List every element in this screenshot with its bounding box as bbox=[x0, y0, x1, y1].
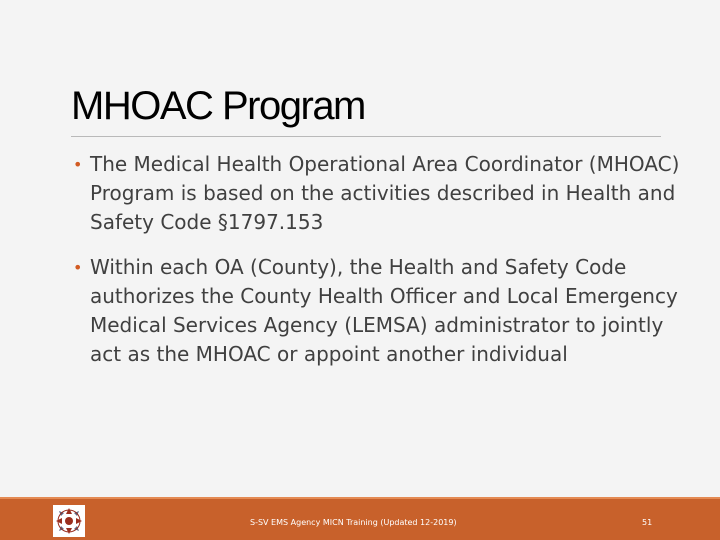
footer-bar bbox=[0, 497, 720, 540]
footer-text: S-SV EMS Agency MICN Training (Updated 12-2019) bbox=[250, 518, 457, 527]
title-divider bbox=[71, 136, 661, 137]
page-number: 51 bbox=[642, 518, 653, 527]
slide-title: MHOAC Program bbox=[71, 84, 365, 128]
bullet-text: Within each OA (County), the Health and Safety Code authorizes the County Health Officer and Local Emergency Medical Services Agency (LEMSA) administrator to jointly act as the MHOAC or appoint another individual bbox=[90, 255, 678, 366]
agency-seal-icon bbox=[53, 505, 85, 537]
bullet-text: The Medical Health Operational Area Coordinator (MHOAC) Program is based on the activities described in Health and Safety Code §1797.153 bbox=[90, 152, 680, 234]
bullet-item bbox=[71, 253, 691, 369]
bullet-marker: • bbox=[73, 258, 83, 277]
bullet-marker: • bbox=[73, 155, 83, 174]
bullet-list bbox=[71, 150, 691, 385]
footer-accent-line bbox=[0, 497, 720, 499]
bullet-item bbox=[71, 150, 691, 237]
